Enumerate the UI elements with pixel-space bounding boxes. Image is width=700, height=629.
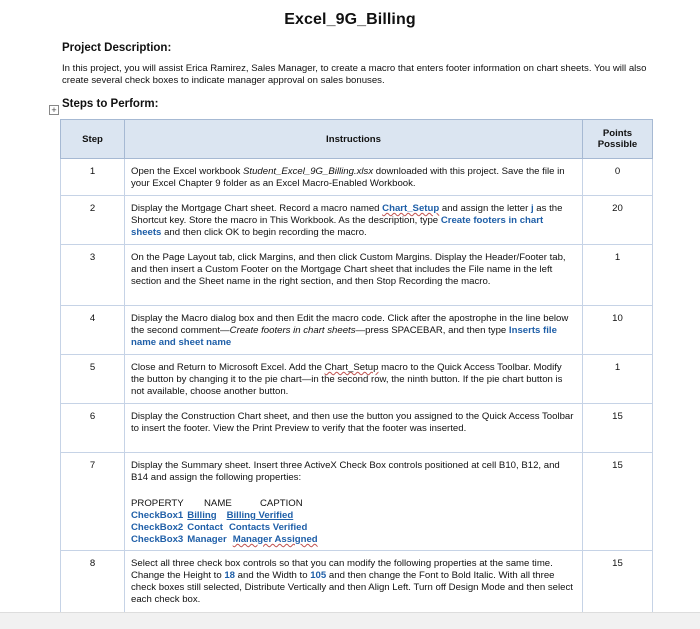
instruction-text: Open the Excel workbook xyxy=(131,166,243,177)
step-points: 0 xyxy=(583,159,653,196)
instruction-text: Display the Construction Chart sheet, and then use the button you assigned to the Quick Access Toolbar to insert the footer. View the Print Preview to verify that the footer was inserted. xyxy=(131,411,574,434)
instruction-text: and then change the Font to Bold Italic. With all three check boxes still selected, Distribute Vertically and then Align Left. Turn off Design Mode and then select each check box. xyxy=(131,570,573,605)
step-instructions xyxy=(125,245,583,306)
instruction-text: and then click OK to begin recording the macro. xyxy=(161,227,367,238)
file-name-text: Student_Excel_9G_Billing.xlsx xyxy=(243,166,374,177)
instruction-text: and the Width to xyxy=(235,570,311,581)
property-column-label: PROPERTY xyxy=(131,498,184,509)
steps-table xyxy=(60,119,653,613)
header-points: Points Possible xyxy=(583,120,653,159)
name-value: Contact xyxy=(187,522,223,533)
step-instructions xyxy=(125,159,583,196)
table-move-handle-icon[interactable]: + xyxy=(49,105,59,115)
step-number: 6 xyxy=(61,404,125,453)
table-header-row xyxy=(61,120,653,159)
macro-name-text: Chart_Setup xyxy=(324,362,379,373)
table-row xyxy=(61,245,653,306)
caption-column-label: CAPTION xyxy=(260,498,303,509)
step-instructions xyxy=(125,355,583,404)
step-instructions xyxy=(125,453,583,551)
document-title: Excel_9G_Billing xyxy=(284,11,416,28)
step-number: 5 xyxy=(61,355,125,404)
step-points: 15 xyxy=(583,551,653,613)
instruction-text: as the Shortcut key. Store the macro in This Workbook. As the description, type xyxy=(131,203,563,226)
table-row xyxy=(61,355,653,404)
property-line xyxy=(131,534,576,546)
caption-value: Manager Assigned xyxy=(232,534,318,545)
instruction-text: —press SPACEBAR, and then type xyxy=(355,325,509,336)
checkbox-properties xyxy=(131,498,576,546)
description-text: Create footers in chart sheets xyxy=(131,215,544,238)
table-row xyxy=(61,159,653,196)
height-value: 18 xyxy=(224,570,236,581)
step-number: 8 xyxy=(61,551,125,613)
step-points: 10 xyxy=(583,306,653,355)
step-instructions xyxy=(125,404,583,453)
instruction-text: Display the Mortgage Chart sheet. Record a macro named xyxy=(131,203,383,214)
step-number: 2 xyxy=(61,196,125,245)
table-row xyxy=(61,306,653,355)
step-instructions xyxy=(125,306,583,355)
step-number: 7 xyxy=(61,453,125,551)
property-value: CheckBox3 xyxy=(131,534,184,545)
step-number: 1 xyxy=(61,159,125,196)
step-points: 20 xyxy=(583,196,653,245)
name-value: Manager xyxy=(187,534,227,545)
instruction-text: On the Page Layout tab, click Margins, and then click Custom Margins. Display the Header/Footer tab, and then insert a Custom Footer on the Mortgage Chart sheet that includes the File name in the left section and the Sheet name in the right section, and then Stop Recording the macro. xyxy=(131,252,566,287)
page-bottom-bar xyxy=(0,612,700,629)
properties-header xyxy=(131,498,576,510)
header-step: Step xyxy=(61,120,125,159)
name-column-label: NAME xyxy=(204,498,232,509)
step-instructions xyxy=(125,196,583,245)
comment-text: Create footers in chart sheets xyxy=(229,325,356,336)
property-value: CheckBox1 xyxy=(131,510,184,521)
property-line xyxy=(131,510,576,522)
step-number: 3 xyxy=(61,245,125,306)
table-row xyxy=(61,404,653,453)
step-points: 15 xyxy=(583,453,653,551)
shortcut-key-text: j xyxy=(530,203,534,214)
step-instructions xyxy=(125,551,583,613)
table-row xyxy=(61,196,653,245)
caption-value: Contacts Verified xyxy=(228,522,308,533)
instruction-text: Select all three check box controls so that you can modify the following properties at the same time. Change the Height to xyxy=(131,558,553,581)
header-instructions: Instructions xyxy=(125,120,583,159)
steps-heading: Steps to Perform: xyxy=(62,98,159,110)
project-description-heading: Project Description: xyxy=(62,42,172,54)
name-value: Billing xyxy=(187,510,217,521)
step-points: 1 xyxy=(583,245,653,306)
instruction-text: downloaded with this project. Save the file in your Excel Chapter 9 folder as an Excel Macro-Enabled Workbook. xyxy=(131,166,565,189)
instruction-text: macro to the Quick Access Toolbar. Modify the button by changing it to the pie chart—in the second row, the ninth button. If the pie chart button is not available, choose another button. xyxy=(131,362,563,397)
property-line xyxy=(131,522,576,534)
property-value: CheckBox2 xyxy=(131,522,184,533)
step-points: 1 xyxy=(583,355,653,404)
instruction-text: Close and Return to Microsoft Excel. Add the xyxy=(131,362,325,373)
step-number: 4 xyxy=(61,306,125,355)
instruction-text: Display the Macro dialog box and then Edit the macro code. Click after the apostrophe in the line below the second comment— xyxy=(131,313,569,336)
width-value: 105 xyxy=(310,570,327,581)
instruction-text: and assign the letter xyxy=(439,203,531,214)
step-points: 15 xyxy=(583,404,653,453)
project-description-text: In this project, you will assist Erica Ramirez, Sales Manager, to create a macro that enters footer information on chart sheets. You will also create several check boxes to indicate manager approval on sales bonuses. xyxy=(62,63,647,86)
table-row xyxy=(61,551,653,613)
macro-name-text: Chart_Setup xyxy=(382,203,440,214)
instruction-text: Display the Summary sheet. Insert three ActiveX Check Box controls positioned at cell B10, B12, and B14 and assign the following properties: xyxy=(131,460,560,483)
table-row xyxy=(61,453,653,551)
typed-comment-text: Inserts file name and sheet name xyxy=(131,325,557,348)
caption-value: Billing Verified xyxy=(226,510,294,521)
